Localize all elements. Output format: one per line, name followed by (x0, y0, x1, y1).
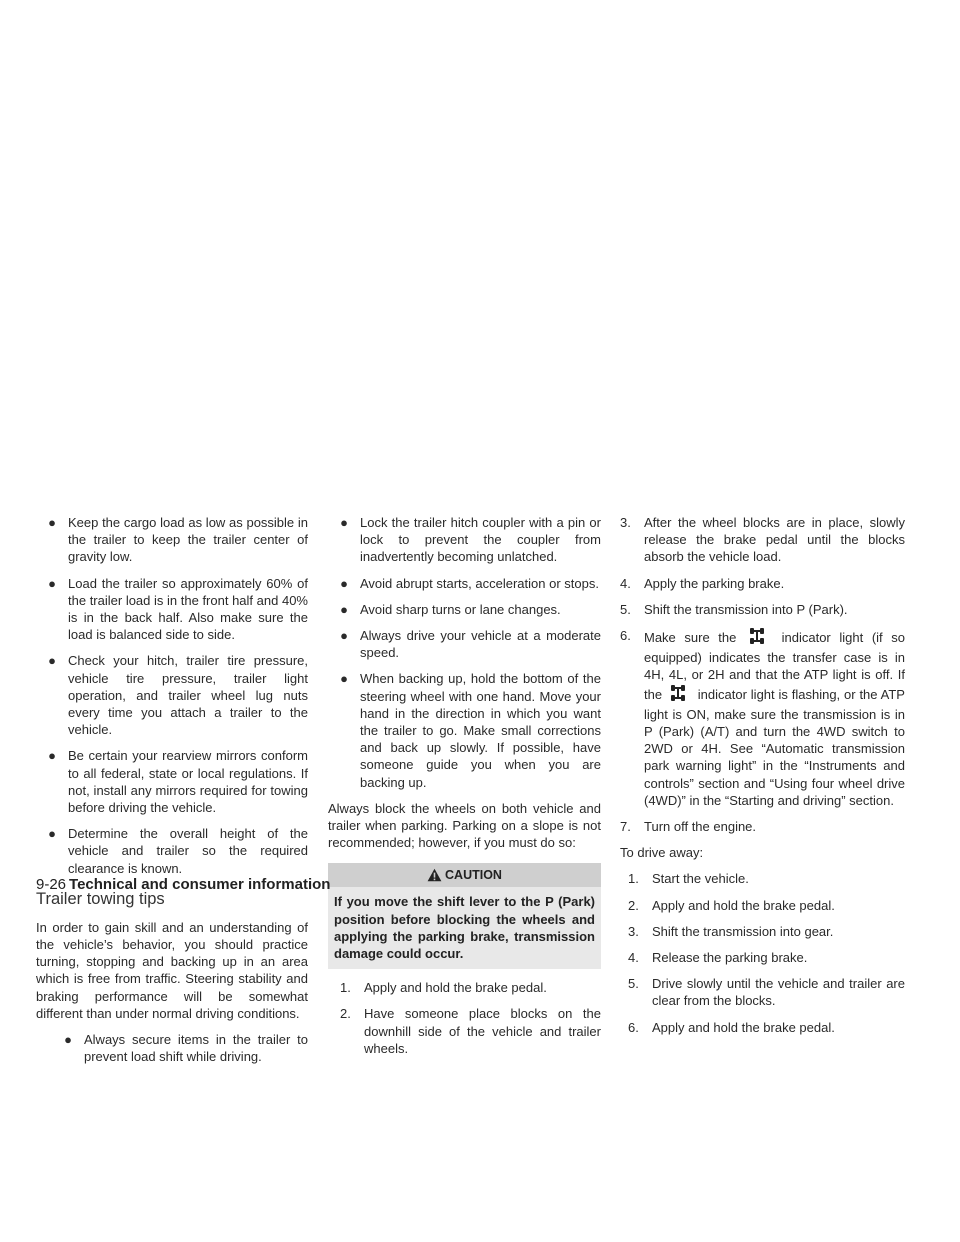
bullet-icon: ● (340, 515, 348, 530)
list-item: 2. Apply and hold the brake pedal. (628, 897, 835, 913)
list-item: ● Determine the overall height of the vehicle and trailer so the required clearance is known. (36, 825, 308, 877)
list-item: ● Load the trailer so approximately 60% of the trailer load is in the front half and 40% is in the back half. Also make sure the load is balanced side to side. (36, 575, 308, 644)
list-item: 6. Make sure the indicator light (if so equipped) indicates the transfer case is in 4H, 4L, or 2H and that the ATP light is off. If the indicator light is flashing, or the ATP light is ON, make sure the transmission is in P (Park) (A/T) and turn the 4WD switch to 2WD or 4H. See “Automatic transmission park warning light” in the “Instruments and controls” section and “Using four wheel drive (4WD)” in the “Starting and driving” section. (620, 628, 905, 808)
column-3 (620, 514, 905, 1045)
list-item: ● Be certain your rearview mirrors conform to all federal, state or local regulations. If not, install any mirrors required for towing before driving the vehicle. (36, 747, 308, 816)
list-item: 1. Apply and hold the brake pedal. (340, 980, 547, 996)
column-2 (328, 514, 601, 1066)
caution-text: If you move the shift lever to the P (Park) position before blocking the wheels and applying the parking brake, transmission damage could occur. (328, 887, 601, 969)
bullet-icon: ● (48, 748, 56, 764)
page-number: 9-26 (36, 876, 67, 893)
list-item: ● Check your hitch, trailer tire pressure, vehicle tire pressure, trailer light operation, and trailer wheel lug nuts every time you attach a trailer to the vehicle. (36, 652, 308, 738)
paragraph: In order to gain skill and an understanding of the vehicle’s behavior, you should practice turning, stopping and backing up in an area which is free from traffic. Steering stability and braking performance will be somewhat different than under normal driving conditions. (36, 919, 308, 1021)
warning-triangle-icon (427, 868, 442, 882)
list-item: 5. Drive slowly until the vehicle and trailer are clear from the blocks. (628, 976, 905, 1009)
bullet-icon: ● (48, 575, 56, 591)
list-item: 6. Apply and hold the brake pedal. (628, 1019, 835, 1035)
list-item: ● Avoid abrupt starts, acceleration or stops. (328, 575, 601, 592)
list-item: ● When backing up, hold the bottom of the steering wheel with one hand. Move your hand in the direction in which you want the trailer to go. Make small corrections and back up slowly. If possible, have someone guide you when you are backing up. (328, 670, 601, 790)
drive-away-label: To drive away: (620, 845, 704, 861)
bullet-icon: ● (340, 601, 348, 617)
paragraph: Always block the wheels on both vehicle and trailer when parking. Parking on a slope is not recommended; however, if you must do so: (328, 800, 601, 851)
list-item: 7. Turn off the engine. (620, 819, 757, 835)
bullet-icon: ● (340, 671, 348, 687)
list-item: ● Avoid sharp turns or lane changes. (328, 601, 601, 618)
list-item: ● Always drive your vehicle at a moderate speed. (328, 627, 601, 661)
page-footer (36, 876, 330, 893)
caution-header (328, 863, 601, 887)
bullet-icon: ● (48, 826, 56, 842)
list-item: ● Always secure items in the trailer to prevent load shift while driving. (52, 1031, 308, 1065)
bullet-icon: ● (64, 1032, 72, 1048)
4wd-indicator-icon (666, 684, 694, 706)
list-item: 5. Shift the transmission into P (Park). (620, 601, 848, 617)
list-item: 2. Have someone place blocks on the downhill side of the vehicle and trailer wheels. (340, 1006, 601, 1056)
section-heading: Trailer towing tips (36, 889, 165, 908)
list-item: ● Keep the cargo load as low as possible in the trailer to keep the trailer center of gravity low. (36, 514, 308, 566)
list-item: 3. After the wheel blocks are in place, slowly release the brake pedal until the blocks absorb the vehicle load. (620, 515, 905, 565)
list-item: 3. Shift the transmission into gear. (628, 923, 834, 939)
list-item: 4. Apply the parking brake. (620, 575, 785, 591)
list-item: 1. Start the vehicle. (628, 871, 749, 887)
4wd-indicator-icon (745, 627, 773, 649)
bullet-icon: ● (48, 653, 56, 669)
bullet-icon: ● (48, 515, 56, 530)
section-title: Technical and consumer information (69, 876, 331, 893)
list-item: ● Lock the trailer hitch coupler with a pin or lock to prevent the coupler from inadvertently becoming unlatched. (328, 514, 601, 566)
bullet-icon: ● (340, 575, 348, 591)
column-1 (36, 514, 308, 1074)
bullet-icon: ● (340, 628, 348, 644)
caution-title: CAUTION (445, 867, 502, 882)
list-item: 4. Release the parking brake. (628, 950, 808, 966)
